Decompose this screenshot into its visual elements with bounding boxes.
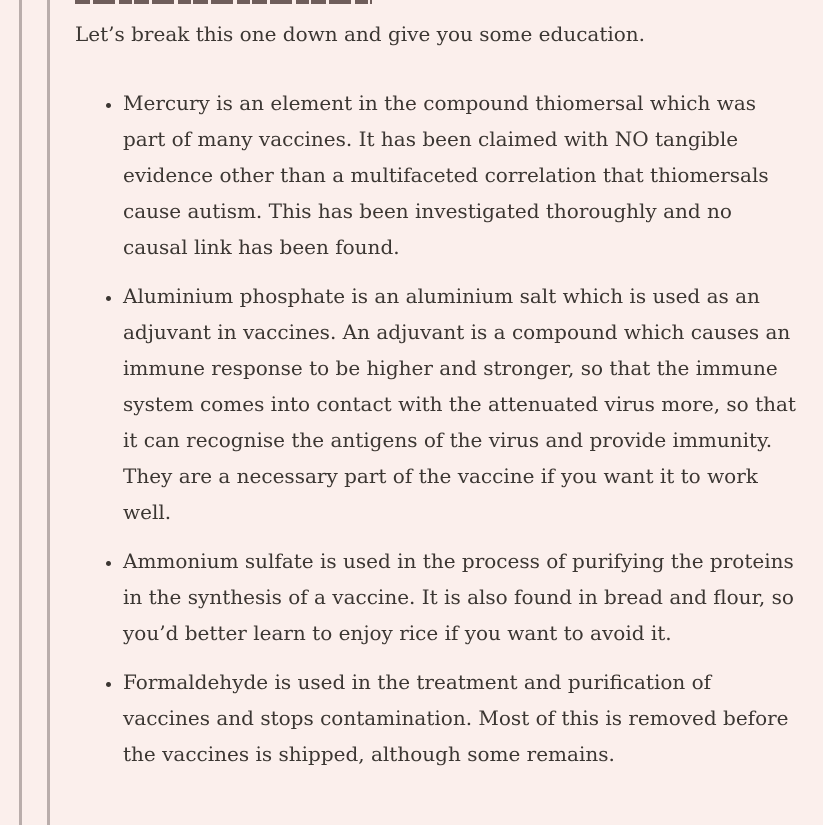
- post-body: [75, 0, 797, 785]
- quote-level-2-rail: [47, 0, 50, 825]
- intro-paragraph: Let’s break this one down and give you some education.: [75, 22, 646, 46]
- list-item-formaldehyde: • Formaldehyde is used in the treatment and purification of vaccines and stops contamination. Most of this is removed before the vaccines is shipped, although some remains.: [123, 664, 797, 772]
- clipped-text-fragment: [75, 0, 372, 4]
- list-item-mercury: • Mercury is an element in the compound thiomersal which was part of many vaccines. It has been claimed with NO tangible evidence other than a multifaceted correlation that thiomersals cause autism. This has been investigated thoroughly and no causal link has been found.: [123, 85, 797, 265]
- list-item-aluminium-phosphate: • Aluminium phosphate is an aluminium salt which is used as an adjuvant in vaccines. An adjuvant is a compound which causes an immune response to be higher and stronger, so that the immune system comes into contact with the attenuated virus more, so that it can recognise the antigens of the virus and provide immunity. They are a necessary part of the vaccine if you want it to work well.: [123, 278, 797, 530]
- ingredient-list: [75, 85, 797, 772]
- quote-level-1-rail: [19, 0, 22, 825]
- list-item-ammonium-sulfate: • Ammonium sulfate is used in the process of purifying the proteins in the synthesis of a vaccine. It is also found in bread and flour, so you’d better learn to enjoy rice if you want to avoid it.: [123, 543, 797, 651]
